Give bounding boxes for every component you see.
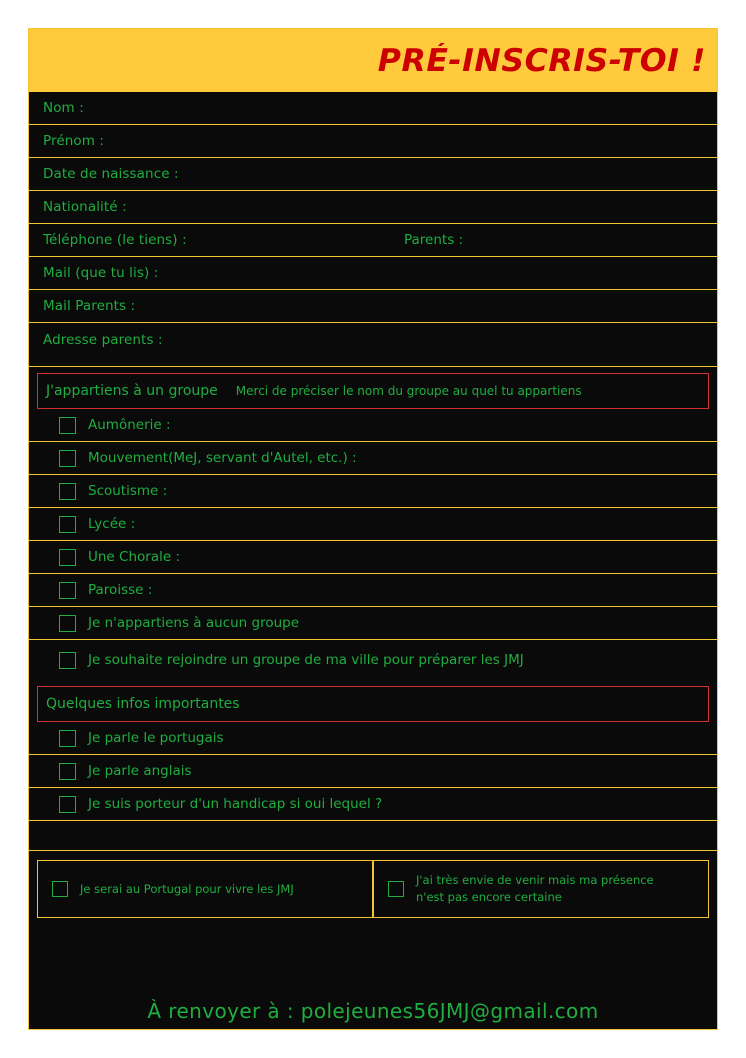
checkbox-mouvement[interactable] xyxy=(59,450,76,467)
form-header xyxy=(29,29,717,92)
checkbox-label-mouvement-detail: (MeJ, servant d'Autel, etc.) : xyxy=(168,450,357,466)
infos-checklist xyxy=(29,722,717,851)
checkbox-anglais[interactable] xyxy=(59,763,76,780)
field-row-telephone[interactable] xyxy=(29,224,717,257)
identity-fields xyxy=(29,92,717,367)
checkbox-label-mouvement: Mouvement xyxy=(88,450,169,466)
checkbox-row-paroisse[interactable] xyxy=(29,574,717,607)
checkbox-label-handicap: Je suis porteur d'un handicap si oui lequel ? xyxy=(88,796,383,812)
field-label-nationalite: Nationalité : xyxy=(43,199,127,215)
choice-box-incertain[interactable] xyxy=(373,860,709,918)
checkbox-label-anglais: Je parle anglais xyxy=(88,763,192,779)
footer-return-address: À renvoyer à : polejeunes56JMJ@gmail.com xyxy=(147,999,599,1023)
checkbox-row-handicap[interactable] xyxy=(29,788,717,821)
section-title-groupe: J'appartiens à un groupe xyxy=(46,383,218,399)
checkbox-chorale[interactable] xyxy=(59,549,76,566)
field-label-telephone: Téléphone (le tiens) : xyxy=(43,232,187,248)
checkbox-row-chorale[interactable] xyxy=(29,541,717,574)
checkbox-handicap[interactable] xyxy=(59,796,76,813)
choice-label-portugal: Je serai au Portugal pour vivre les JMJ xyxy=(80,881,294,896)
choice-box-portugal[interactable] xyxy=(37,860,373,918)
checkbox-row-anglais[interactable] xyxy=(29,755,717,788)
checkbox-aucun-groupe[interactable] xyxy=(59,615,76,632)
checkbox-label-chorale: Une Chorale : xyxy=(88,549,180,565)
page-title: PRÉ-INSCRIS-TOI ! xyxy=(378,42,707,79)
group-checklist xyxy=(29,409,717,680)
field-label-nom: Nom : xyxy=(43,100,84,116)
choice-label-incertain: J'ai très envie de venir mais ma présence n'est pas encore certaine xyxy=(416,873,654,904)
checkbox-row-lycee[interactable] xyxy=(29,508,717,541)
checkbox-label-aumonerie: Aumônerie : xyxy=(88,417,171,433)
field-row-prenom[interactable] xyxy=(29,125,717,158)
checkbox-row-portugais[interactable] xyxy=(29,722,717,755)
checkbox-rejoindre-groupe[interactable] xyxy=(59,652,76,669)
checkbox-row-aumonerie[interactable] xyxy=(29,409,717,442)
checkbox-paroisse[interactable] xyxy=(59,582,76,599)
field-row-date-naissance[interactable] xyxy=(29,158,717,191)
field-row-nationalite[interactable] xyxy=(29,191,717,224)
field-label-adresse-parents: Adresse parents : xyxy=(43,332,163,348)
field-row-mail-parents[interactable] xyxy=(29,290,717,323)
checkbox-row-rejoindre-groupe[interactable] xyxy=(29,640,717,680)
checkbox-label-paroisse: Paroisse : xyxy=(88,582,153,598)
form-sheet xyxy=(28,28,718,1030)
checkbox-scoutisme[interactable] xyxy=(59,483,76,500)
checkbox-row-scoutisme[interactable] xyxy=(29,475,717,508)
field-label-telephone-parents: Parents : xyxy=(404,232,464,248)
section-header-groupe xyxy=(37,373,709,409)
section-title-infos: Quelques infos importantes xyxy=(46,696,240,712)
checkbox-label-rejoindre-groupe: Je souhaite rejoindre un groupe de ma ville pour préparer les JMJ xyxy=(88,652,524,668)
checkbox-label-lycee: Lycée : xyxy=(88,516,136,532)
field-row-adresse-parents[interactable] xyxy=(29,323,717,367)
spacer-row xyxy=(29,821,717,851)
checkbox-label-scoutisme: Scoutisme : xyxy=(88,483,168,499)
field-label-mail-parents: Mail Parents : xyxy=(43,298,136,314)
checkbox-row-aucun-groupe[interactable] xyxy=(29,607,717,640)
section-header-infos xyxy=(37,686,709,722)
checkbox-label-aucun-groupe: Je n'appartiens à aucun groupe xyxy=(88,615,300,631)
field-label-date-naissance: Date de naissance : xyxy=(43,166,179,182)
checkbox-portugais[interactable] xyxy=(59,730,76,747)
final-choices xyxy=(37,860,709,918)
checkbox-label-portugais: Je parle le portugais xyxy=(88,730,224,746)
field-row-nom[interactable] xyxy=(29,92,717,125)
field-label-mail: Mail (que tu lis) : xyxy=(43,265,159,281)
checkbox-aumonerie[interactable] xyxy=(59,417,76,434)
field-row-mail[interactable] xyxy=(29,257,717,290)
field-label-prenom: Prénom : xyxy=(43,133,105,149)
checkbox-row-mouvement[interactable] xyxy=(29,442,717,475)
checkbox-portugal[interactable] xyxy=(52,881,68,897)
checkbox-incertain[interactable] xyxy=(388,881,404,897)
checkbox-lycee[interactable] xyxy=(59,516,76,533)
section-note-groupe: Merci de préciser le nom du groupe au quel tu appartiens xyxy=(235,384,582,398)
